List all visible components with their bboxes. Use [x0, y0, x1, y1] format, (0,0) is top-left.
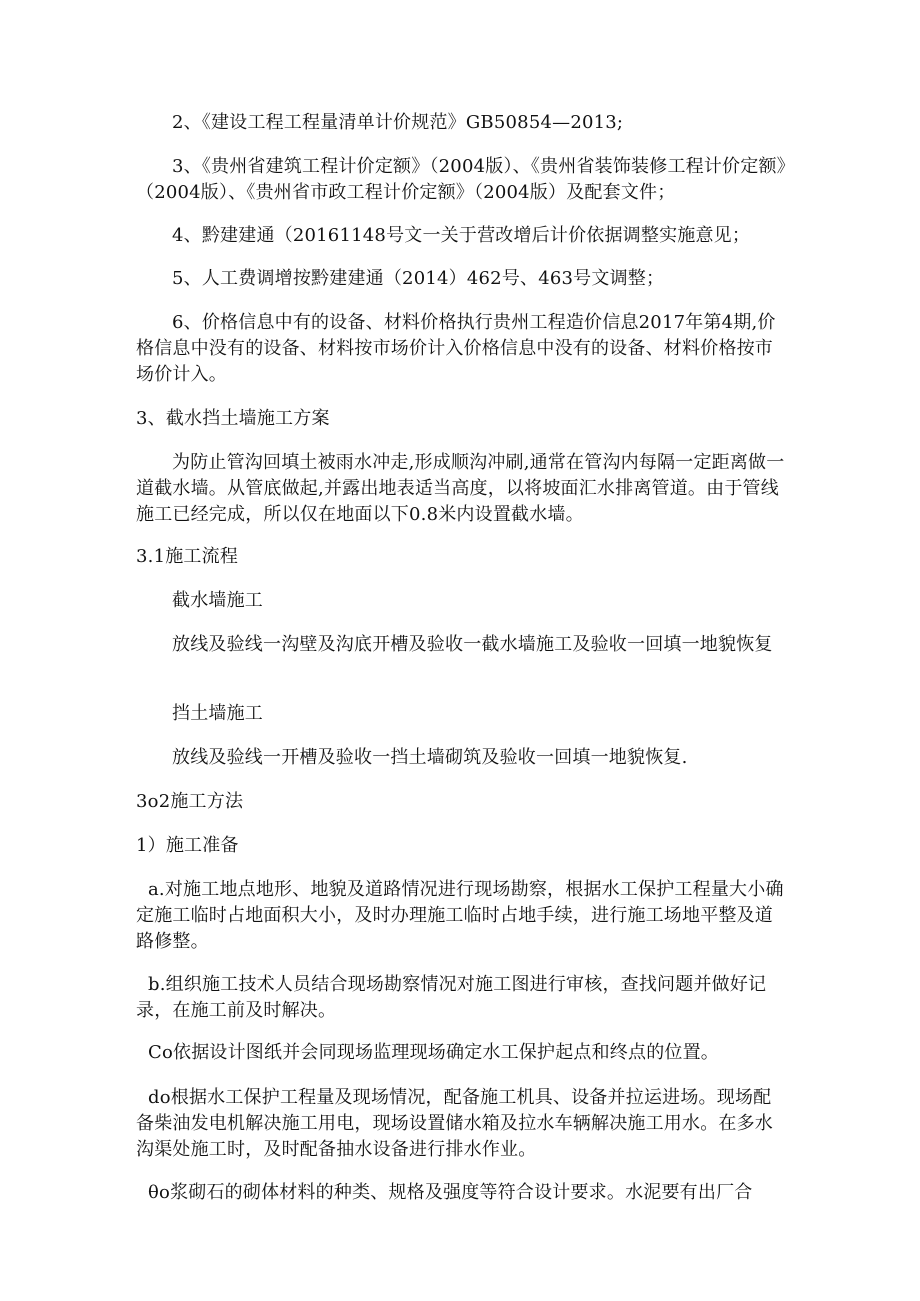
- subsection-heading-preparation: 1）施工准备: [136, 835, 239, 856]
- paragraph-spec-5: 5、人工费调增按黔建建通（2014）462号、463号文调整；: [172, 268, 665, 289]
- paragraph-intro: 为防止管沟回填土被雨水冲走,形成顺沟冲刷,通常在管沟内每隔一定距离做一道截水墙。从管底做起,并露出地表适当高度，以将坡面汇水排离管道。由于管线施工已经完成，所以仅在地面以下0.8米内设置截水墙。: [136, 452, 785, 525]
- paragraph-item-e: θo浆砌石的砌体材料的种类、规格及强度等符合设计要求。水泥要有出厂合: [148, 1182, 753, 1203]
- paragraph-item-c: Co依据设计图纸并会同现场监理现场确定水工保护起点和终点的位置。: [148, 1042, 720, 1063]
- section-heading-3: 3、截水挡土墙施工方案: [136, 408, 330, 429]
- paragraph-item-d: do根据水工保护工程量及现场情况，配备施工机具、设备并拉运进场。现场配备柴油发电机解决施工用电，现场设置储水箱及拉水车辆解决施工用水。在多水沟渠处施工时，及时配备抽水设备进行排水作业。: [136, 1087, 773, 1160]
- subsection-heading-3-2: 3o2施工方法: [136, 791, 244, 812]
- paragraph-retaining-wall-title: 挡土墙施工: [172, 703, 263, 724]
- subsection-heading-3-1: 3.1施工流程: [136, 546, 239, 567]
- paragraph-cutoff-wall-title: 截水墙施工: [172, 590, 263, 611]
- paragraph-spec-3: 3、《贵州省建筑工程计价定额》（2004版）、《贵州省装饰装修工程计价定额》（2004版）、《贵州省市政工程计价定额》（2004版）及配套文件；: [136, 156, 786, 203]
- paragraph-spec-2: 2、《建设工程工程量清单计价规范》GB50854—2013;: [172, 112, 624, 133]
- paragraph-item-b: b.组织施工技术人员结合现场勘察情况对施工图进行审核，查找问题并做好记录，在施工前及时解决。: [136, 974, 767, 1021]
- paragraph-cutoff-wall-flow: 放线及验线一沟壁及沟底开槽及验收一截水墙施工及验收一回填一地貌恢复: [172, 634, 773, 655]
- paragraph-retaining-wall-flow: 放线及验线一开槽及验收一挡土墙砌筑及验收一回填一地貌恢复.: [172, 747, 688, 768]
- paragraph-spec-4: 4、黔建建通（20161148号文一关于营改增后计价依据调整实施意见；: [172, 225, 751, 246]
- paragraph-spec-6: 6、价格信息中有的设备、材料价格执行贵州工程造价信息2017年第4期,价格信息中没有的设备、材料按市场价计入价格信息中没有的设备、材料价格按市场价计入。: [136, 312, 776, 385]
- paragraph-item-a: a.对施工地点地形、地貌及道路情况进行现场勘察，根据水工保护工程量大小确定施工临时占地面积大小，及时办理施工临时占地手续，进行施工场地平整及道路修整。: [136, 879, 784, 952]
